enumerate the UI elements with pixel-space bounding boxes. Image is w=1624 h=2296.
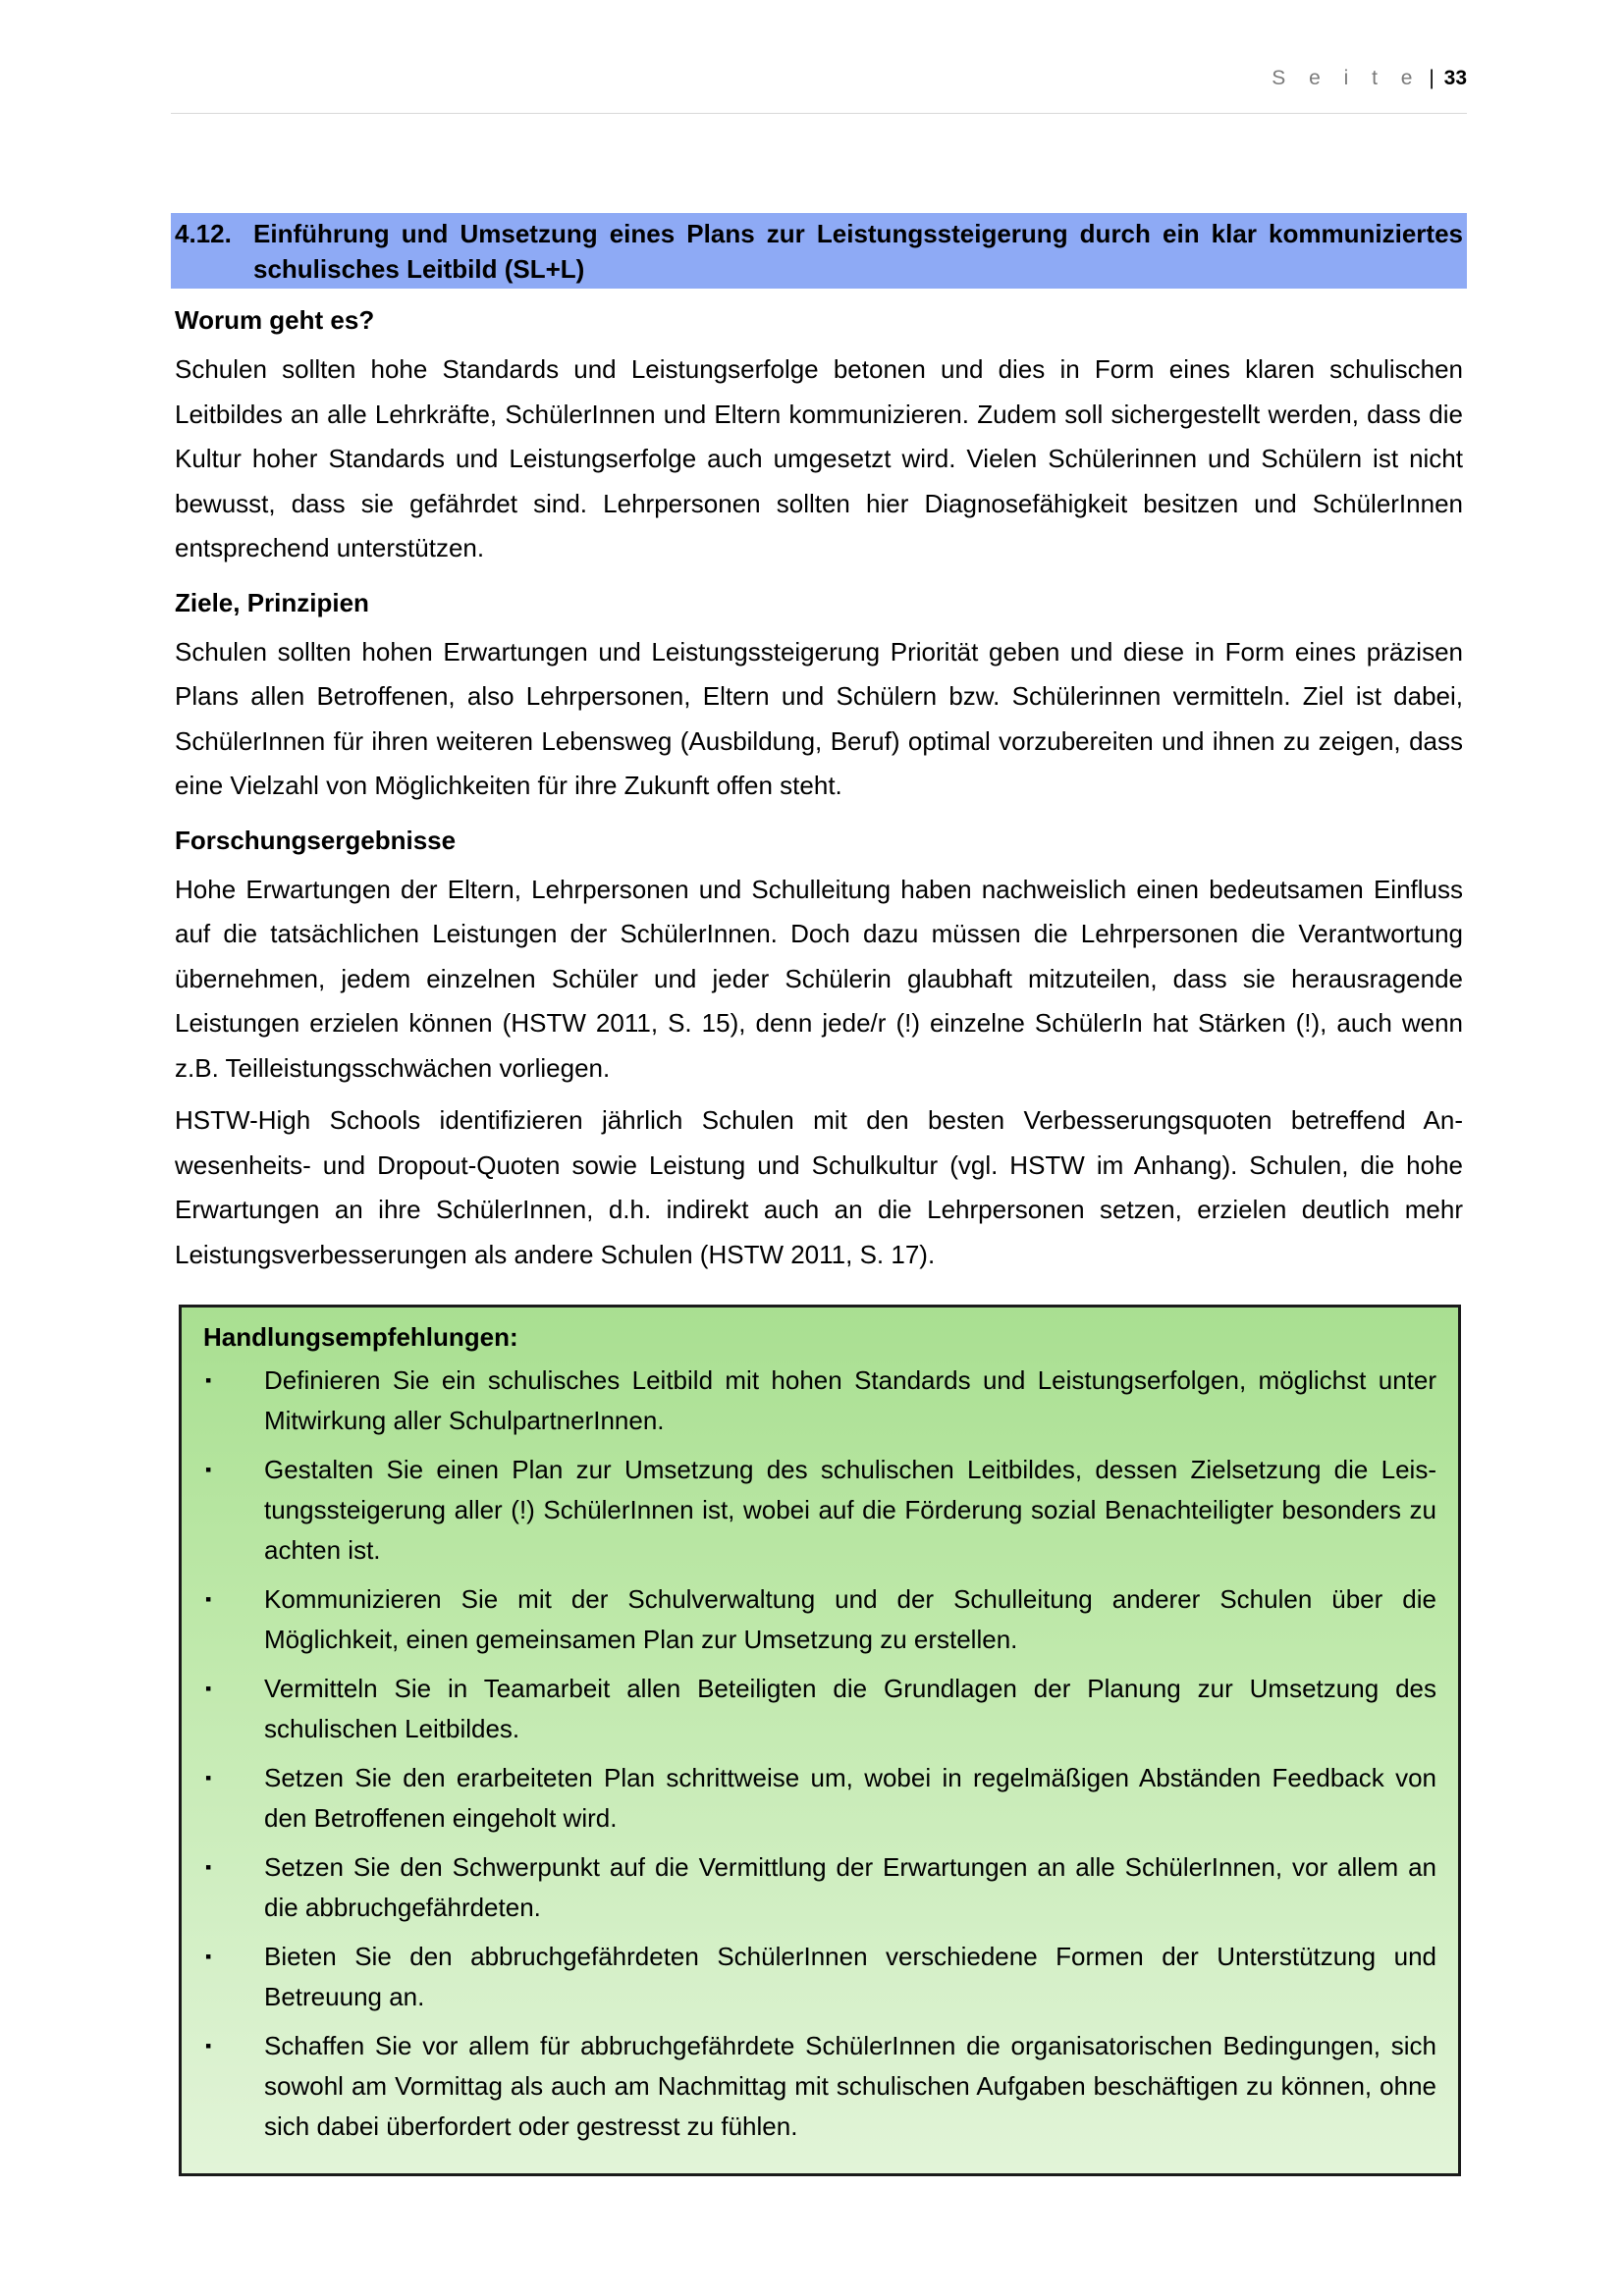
recommendation-text: Schaffen Sie vor allem für abbruchgefährdete SchülerInnen die organisatorischen Bedingungen, sich sowohl am Vormittag als auch am Nachmittag mit schulischen Aufgaben beschäftigen zu können, ohne sich dabei überfordert oder gestresst zu fühlen. (264, 2031, 1436, 2141)
subheading-forschung: Forschungsergebnisse (175, 825, 457, 855)
square-bullet-icon: ▪ (205, 1768, 212, 1788)
square-bullet-icon: ▪ (205, 2036, 212, 2056)
paragraph-forschung-1: Hohe Erwartungen der Eltern, Lehrpersonen und Schulleitung haben nachweislich einen bedeutsamen Einfluss auf die tatsächlichen Leistungen der SchülerInnen. Doch dazu müssen die Lehrpersonen die Verantwortung übernehmen, jedem einzelnen Schüler und jeder Schülerin glaubhaft mitzuteilen, dass sie herausragende Leistungen erzielen können (HSTW 2011, S. 15), denn jede/r (!) einzelne SchülerIn hat Stärken (!), auch wenn z.B. Teilleistungsschwächen vorliegen. (175, 874, 1463, 1083)
recommendation-text: Gestalten Sie einen Plan zur Umsetzung des schulischen Leitbildes, dessen Zielsetzung die Leistungssteigerung aller (!) SchülerInnen ist, wobei auf die Förderung sozial Benachteiligter besonders zu achten ist. (264, 1455, 1436, 1565)
square-bullet-icon: ▪ (205, 1370, 212, 1390)
page-header (1272, 67, 1467, 90)
section-heading (171, 213, 1467, 289)
section-title: Einführung und Umsetzung eines Plans zur Leistungssteigerung durch ein klar kommuniziertes schulisches Leitbild (SL+L) (253, 219, 1463, 284)
square-bullet-icon: ▪ (205, 1460, 212, 1479)
recommendation-text: Kommunizieren Sie mit der Schulverwaltung und der Schulleitung anderer Schulen über die Möglichkeit, einen gemeinsamen Plan zur Umsetzung zu erstellen. (264, 1584, 1436, 1654)
square-bullet-icon: ▪ (205, 1679, 212, 1698)
recommendation-item (203, 1758, 1436, 1839)
page-label: S e i t e (1272, 67, 1422, 89)
recommendations-title: Handlungsempfehlungen: (203, 1322, 518, 1352)
recommendation-item (203, 1669, 1436, 1749)
recommendations-list (203, 1361, 1436, 2147)
recommendation-item (203, 1361, 1436, 1441)
recommendation-text: Setzen Sie den erarbeiteten Plan schrittweise um, wobei in regelmäßigen Abständen Feedback von den Betroffenen eingeholt wird. (264, 1763, 1436, 1833)
recommendation-item (203, 1847, 1436, 1928)
square-bullet-icon: ▪ (205, 1947, 212, 1966)
recommendation-text: Setzen Sie den Schwerpunkt auf die Vermittlung der Erwartungen an alle SchülerInnen, vor allem an die abbruchgefährdeten. (264, 1852, 1436, 1922)
recommendation-item (203, 1450, 1436, 1571)
recommendation-item (203, 2026, 1436, 2147)
subheading-worum: Worum geht es? (175, 305, 375, 335)
recommendation-text: Bieten Sie den abbruchgefährdeten SchülerInnen verschiedene Formen der Unterstützung und Betreuung an. (264, 1942, 1436, 2011)
square-bullet-icon: ▪ (205, 1589, 212, 1609)
recommendations-box (179, 1305, 1461, 2176)
subheading-ziele: Ziele, Prinzipien (175, 587, 369, 617)
recommendation-text: Definieren Sie ein schulisches Leitbild mit hohen Standards und Leistungserfolgen, möglichst unter Mitwirkung aller SchulpartnerInnen. (264, 1365, 1436, 1435)
recommendation-item (203, 1937, 1436, 2017)
page-content (171, 213, 1467, 2176)
page-number: 33 (1443, 67, 1467, 89)
paragraph-ziele: Schulen sollten hohen Erwartungen und Leistungssteigerung Priorität geben und diese in Form eines präzisen Plans allen Betroffenen, also Lehrpersonen, Eltern und Schülern bzw. Schülerinnen vermitteln. Ziel ist dabei, SchülerInnen für ihren weiteren Lebensweg (Ausbildung, Beruf) optimal vorzubereiten und ihnen zu zeigen, dass eine Vielzahl von Möglichkeiten für ihre Zukunft offen steht. (175, 636, 1463, 800)
paragraph-worum: Schulen sollten hohe Standards und Leistungserfolge betonen und dies in Form eines klaren schulischen Leitbildes an alle Lehrkräfte, SchülerInnen und Eltern kommunizieren. Zudem soll sichergestellt werden, dass die Kultur hoher Standards und Leistungserfolge auch umgesetzt wird. Vielen Schülerinnen und Schülern ist nicht bewusst, dass sie gefährdet sind. Lehrpersonen sollten hier Diagnosefähigkeit besitzen und SchülerInnen entsprechend unterstützen. (175, 354, 1463, 562)
recommendation-item (203, 1579, 1436, 1660)
section-number: 4.12. (175, 219, 232, 248)
header-divider (171, 113, 1467, 114)
paragraph-forschung-2: HSTW-High Schools identifizieren jährlich Schulen mit den besten Verbesserungsquoten betreffend Anwesenheits- und Dropout-Quoten sowie Leistung und Schulkultur (vgl. HSTW im Anhang). Schulen, die hohe Erwartungen an ihre SchülerInnen, d.h. indirekt auch an die Lehrpersonen setzen, erzielen deutlich mehr Leistungsverbesserungen als andere Schulen (HSTW 2011, S. 17). (175, 1105, 1463, 1269)
square-bullet-icon: ▪ (205, 1857, 212, 1877)
page-separator: | (1429, 67, 1435, 89)
recommendation-text: Vermitteln Sie in Teamarbeit allen Beteiligten die Grundlagen der Planung zur Umsetzung des schulischen Leitbildes. (264, 1674, 1436, 1743)
